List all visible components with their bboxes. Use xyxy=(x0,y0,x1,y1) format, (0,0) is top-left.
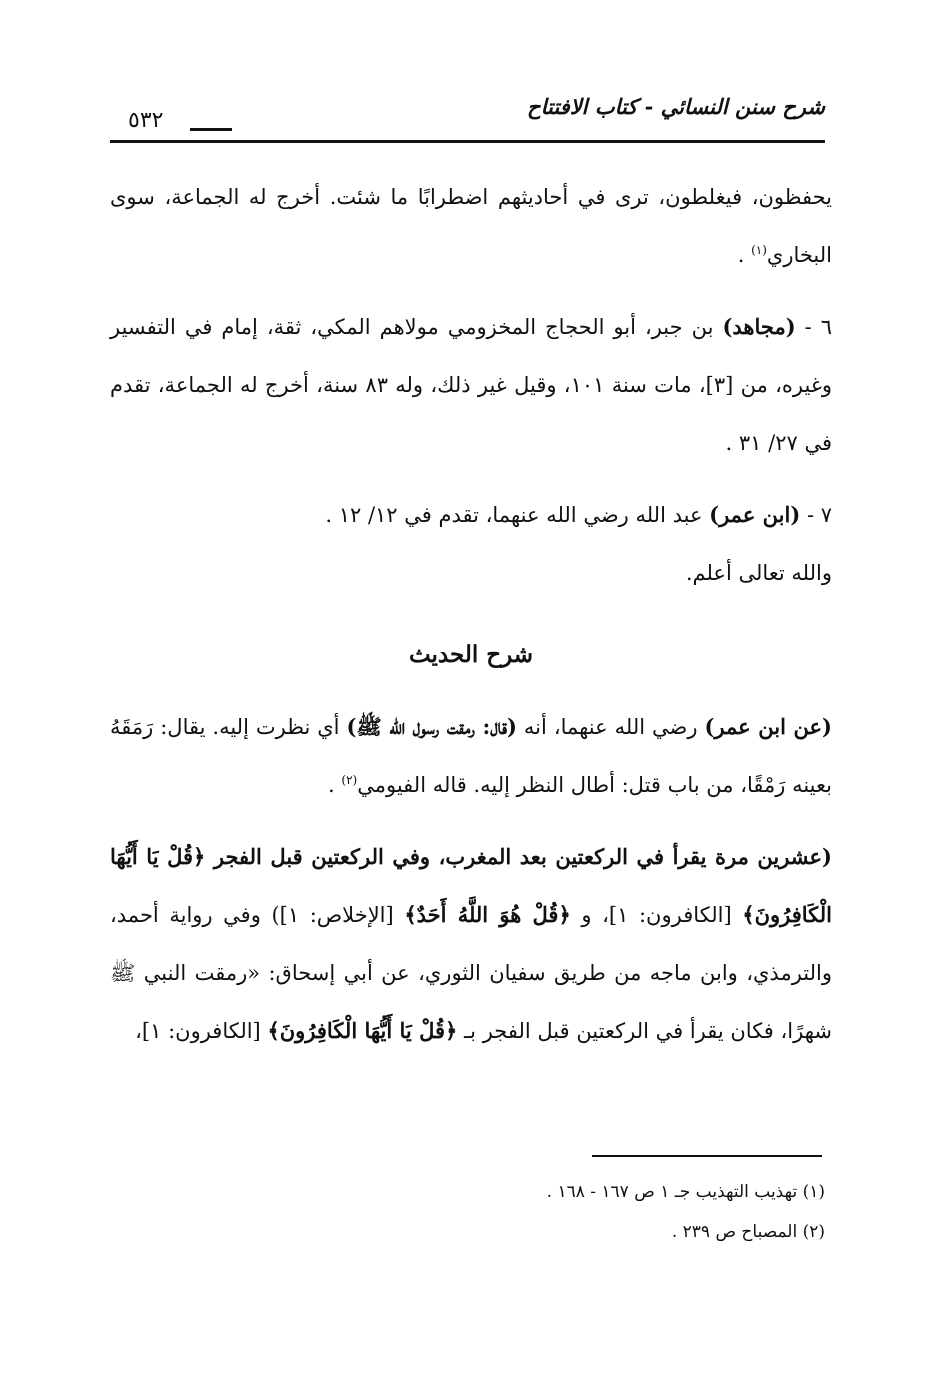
narrator-7-text: عبد الله رضي الله عنهما، تقدم في ١٢/ ١٢ . xyxy=(325,503,710,527)
commentary-1-text-a: رضي الله عنهما، أنه xyxy=(516,715,705,739)
paragraph-1 xyxy=(110,168,832,284)
commentary-1-text-b: أي نظرت إليه. يقال: رَمَقَهُ بعينه رَمْقًا، من باب قتل: أطال النظر إليه. قاله الفيومي xyxy=(110,715,832,797)
narrator-6-number: ٦ - xyxy=(795,315,832,339)
commentary-2-text-b: [الإخلاص: ١]) وفي رواية أحمد، والترمذي، وابن ماجه من طريق سفيان الثوري، عن أبي إسحاق: «رمقت النبي ﷺ شهرًا، فكان يقرأ في الركعتين قبل الفجر بـ xyxy=(110,903,832,1043)
commentary-1-quote-b: (قال: رمقت رسول الله ﷺ) xyxy=(346,714,517,739)
running-header xyxy=(110,92,825,142)
paragraph-commentary-2 xyxy=(110,828,832,1060)
commentary-2-text-a: [الكافرون: ١]، و xyxy=(570,903,743,927)
commentary-1-quote-a: (عن ابن عمر) xyxy=(704,714,832,739)
commentary-1-end: . xyxy=(328,773,342,797)
footnote-ref-1: (١) xyxy=(751,243,767,257)
paragraph-narrator-6 xyxy=(110,298,832,472)
footnote-separator xyxy=(592,1155,822,1157)
footnote-ref-2: (٢) xyxy=(341,773,358,787)
commentary-2-quote-c: ﴿قُلْ يَا أَيُّهَا الْكَافِرُونَ﴾ xyxy=(267,1018,458,1043)
closing-phrase: والله تعالى أعلم. xyxy=(685,561,832,585)
narrator-7-name: (ابن عمر) xyxy=(709,502,801,527)
commentary-2-quote-b: ﴿قُلْ هُوَ اللَّهُ أَحَدٌ﴾ xyxy=(404,902,571,927)
header-title: شرح سنن النسائي - كتاب الافتتاح xyxy=(527,94,825,119)
paragraph-commentary-1 xyxy=(110,698,832,814)
section-heading: شرح الحديث xyxy=(408,641,534,668)
header-rule xyxy=(110,140,825,143)
commentary-2-quote-a: (عشرين مرة يقرأ في الركعتين بعد المغرب، وفي الركعتين قبل الفجر ﴿قُلْ يَا أَيُّهَا الْكَافِرُونَ﴾ xyxy=(110,844,832,927)
footnote-2: (٢) المصباح ص ٢٣٩ . xyxy=(671,1222,825,1242)
paragraph-narrator-7 xyxy=(110,486,832,602)
body-text xyxy=(110,168,832,1060)
footnote-1: (١) تهذيب التهذيب جـ ١ ص ١٦٧ - ١٦٨ . xyxy=(546,1182,825,1202)
commentary-2-text-c: [الكافرون: ١]، xyxy=(135,1019,268,1043)
footnotes xyxy=(400,1172,825,1252)
narrator-7-number: ٧ - xyxy=(800,503,832,527)
page-number: ٥٣٢ xyxy=(128,108,164,133)
narrator-6-name: (مجاهد) xyxy=(722,314,796,339)
page-number-dash xyxy=(190,128,232,131)
narrator-6-text: بن جبر، أبو الحجاج المخزومي مولاهم المكي، ثقة، إمام في التفسير وغيره، من [٣]، مات سنة ١٠١، وقيل غير ذلك، وله ٨٣ سنة، أخرج له الجماعة، تقدم في ٢٧/ ٣١ . xyxy=(110,315,832,455)
paragraph-1-end: . xyxy=(737,243,752,267)
paragraph-1-text: يحفظون، فيغلطون، ترى في أحاديثهم اضطرابًا ما شئت. أخرج له الجماعة، سوى البخاري xyxy=(110,185,832,267)
